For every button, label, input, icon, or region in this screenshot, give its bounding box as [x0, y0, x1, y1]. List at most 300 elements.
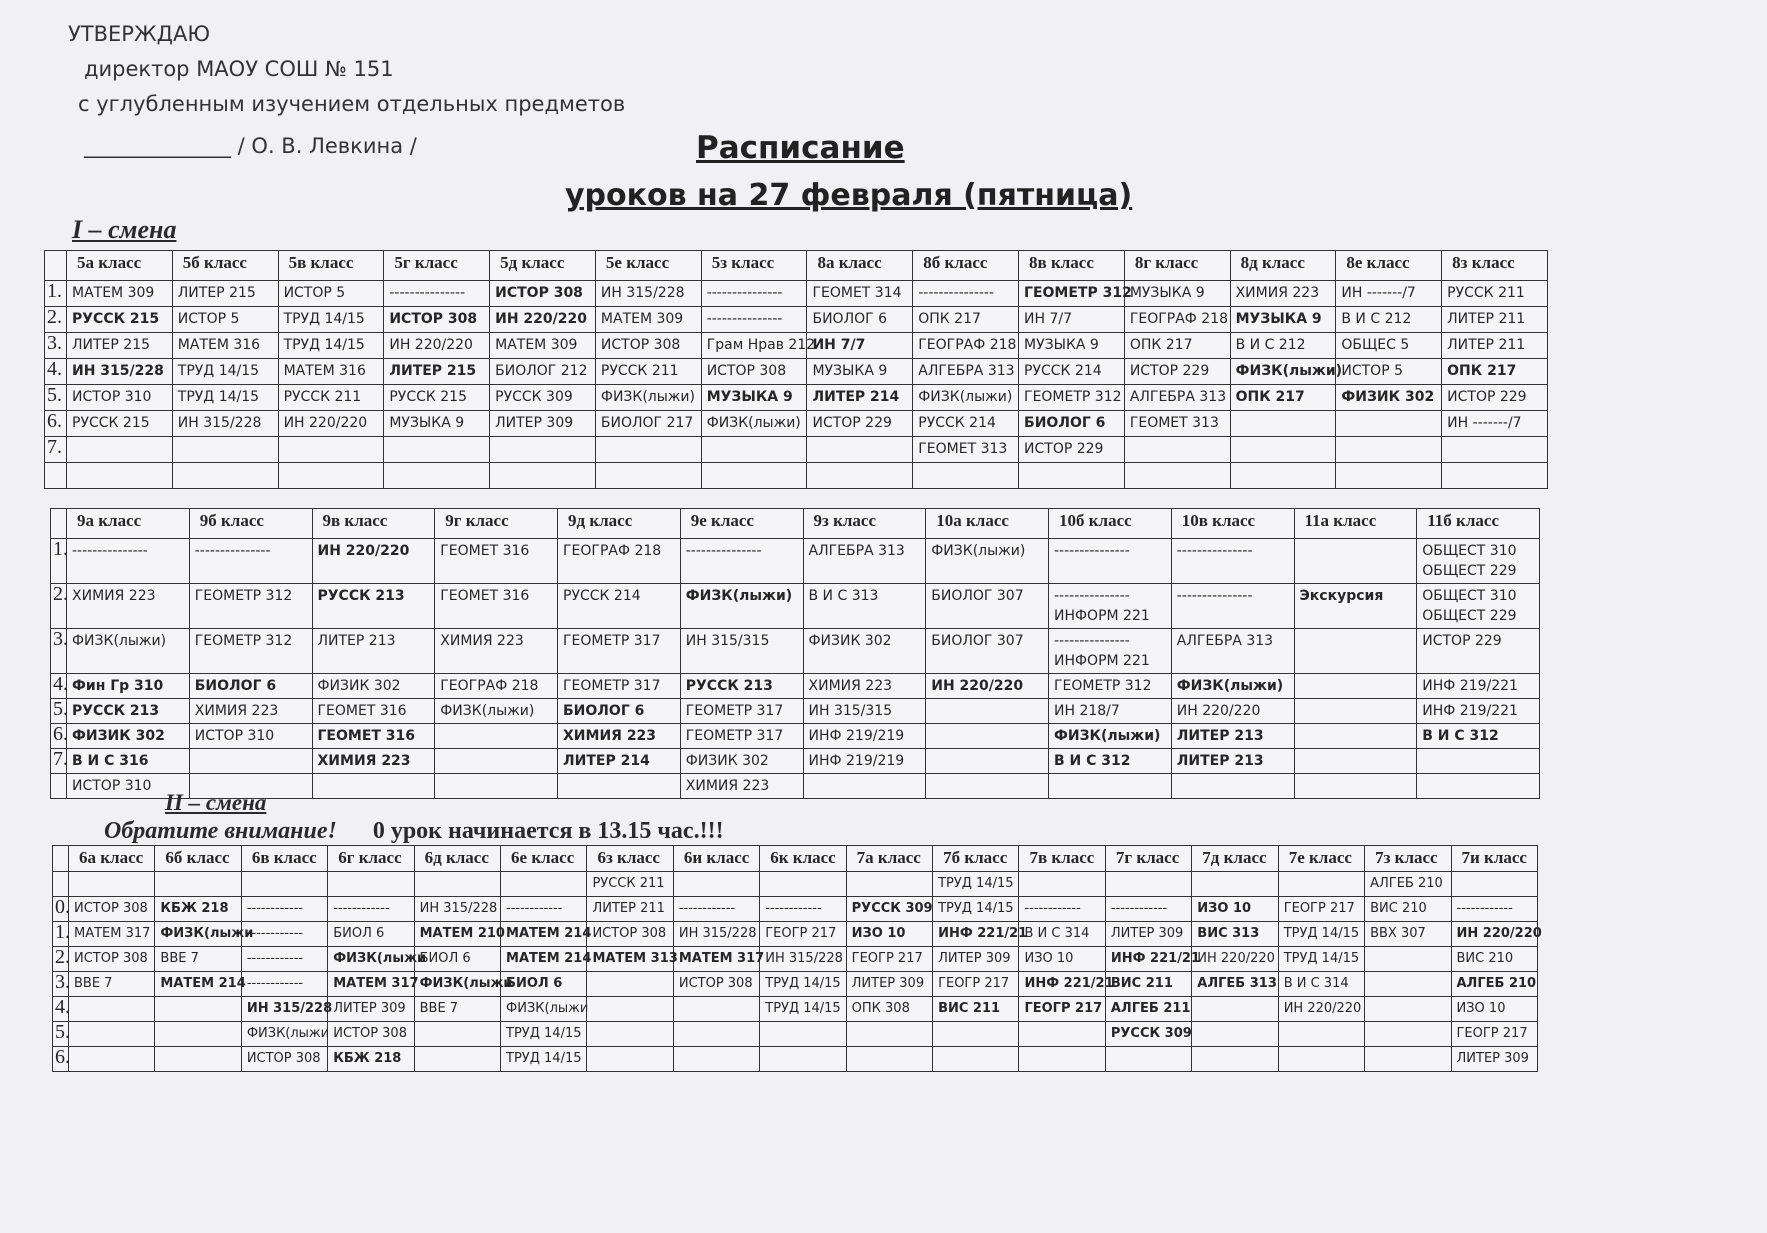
class-header: 6к класс: [760, 846, 846, 872]
lesson-cell: [278, 411, 384, 437]
lesson-cell: [312, 629, 435, 674]
class-header: 5а класс: [67, 251, 173, 281]
class-header: 6и класс: [673, 846, 759, 872]
lesson-number: [45, 463, 67, 489]
lesson-cell: [673, 1022, 759, 1047]
lesson-entry: ---------------: [1176, 543, 1253, 559]
lesson-cell: [701, 307, 807, 333]
lesson-cell: [1417, 674, 1540, 699]
lesson-cell: [558, 749, 681, 774]
lesson-cell: [1124, 359, 1230, 385]
lesson-cell: [384, 437, 490, 463]
lesson-cell: [1019, 922, 1105, 947]
lesson-cell: [933, 997, 1019, 1022]
lesson-cell: [673, 997, 759, 1022]
lesson-cell: [1019, 897, 1105, 922]
lesson-entry: РУССК 215: [72, 311, 160, 327]
lesson-entry: ФИЗК(лыжи): [72, 633, 167, 649]
lesson-entry: ФИЗИК 302: [685, 753, 769, 769]
lesson-entry: АЛГЕБРА 313: [918, 363, 1015, 379]
lesson-row: [53, 897, 1538, 922]
lesson-entry: ИСТОР 308: [592, 926, 667, 941]
lesson-entry: ------------: [246, 951, 304, 966]
lesson-row: [51, 584, 1540, 629]
lesson-row: [51, 774, 1540, 799]
lesson-entry: ОПК 217: [918, 311, 981, 327]
lesson-cell: [1442, 307, 1548, 333]
lesson-cell: [1049, 749, 1172, 774]
lesson-entry: ------------: [1024, 901, 1081, 916]
lesson-cell: [760, 872, 846, 897]
lesson-entry: АЛГЕБРА 313: [808, 543, 905, 559]
lesson-cell: [1049, 584, 1172, 629]
lesson-entry: РУССК 215: [389, 389, 467, 405]
lesson-cell: [803, 584, 926, 629]
lesson-cell: [155, 897, 241, 922]
lesson-cell: [1365, 922, 1451, 947]
lesson-cell: [913, 307, 1019, 333]
lesson-entry: ------------: [1456, 901, 1513, 916]
class-header: 10б класс: [1049, 509, 1172, 539]
lesson-cell: [587, 972, 673, 997]
lesson-entry: ИНФ 219/221: [1422, 678, 1518, 694]
lesson-cell: [1417, 724, 1540, 749]
lesson-entry: МУЗЫКА 9: [1235, 311, 1322, 327]
lesson-cell: [435, 699, 558, 724]
lesson-cell: [1192, 872, 1278, 897]
class-header: 5д класс: [490, 251, 596, 281]
lesson-cell: [1019, 972, 1114, 997]
class-header: 5г класс: [384, 251, 490, 281]
lesson-cell: [680, 584, 803, 629]
lesson-cell: [67, 307, 173, 333]
lesson-entry: ЛИТЕР 309: [1110, 926, 1184, 941]
lesson-entry: ИЗО 10: [1197, 901, 1252, 916]
lesson-entry: ИН 7/7: [812, 337, 866, 353]
class-header: 9г класс: [435, 509, 558, 539]
lesson-entry: ОБЩЕСТ 229: [1422, 608, 1517, 624]
lesson-entry: ОБЩЕС 5: [1341, 337, 1410, 353]
notice-label: Обратите внимание!: [104, 818, 337, 844]
lesson-cell: [673, 947, 765, 972]
lesson-entry: РУССК 211: [1447, 285, 1525, 301]
lesson-cell: [1019, 872, 1105, 897]
lesson-cell: [490, 385, 596, 411]
class-header: 8г класс: [1124, 251, 1230, 281]
lesson-cell: [1278, 922, 1364, 947]
lesson-number: 4.: [45, 359, 67, 385]
lesson-cell: [278, 307, 384, 333]
lesson-row: [53, 997, 1538, 1022]
lesson-entry: МАТЕМ 316: [283, 363, 366, 379]
lesson-row: [53, 1022, 1538, 1047]
lesson-cell: [1294, 699, 1417, 724]
lesson-entry: ГЕОГР 217: [1024, 1001, 1103, 1016]
lesson-entry: ЛИТЕР 214: [563, 753, 650, 769]
lesson-entry: ФИЗК(лыжи): [600, 389, 695, 405]
lesson-cell: [241, 997, 333, 1022]
lesson-row: [45, 359, 1548, 385]
lesson-entry: ФИЗК(лыжи): [440, 703, 535, 719]
lesson-cell: [384, 359, 490, 385]
lesson-entry: МАТЕМ 210: [419, 926, 505, 941]
lesson-cell: [172, 385, 278, 411]
lesson-number: 3.: [51, 629, 67, 674]
lesson-row: [51, 749, 1540, 774]
lesson-cell: [1442, 333, 1548, 359]
lesson-entry: ТРУД 14/15: [765, 1001, 841, 1016]
lesson-entry: ИСТОР 229: [1447, 389, 1527, 405]
lesson-entry: ФИЗК(лыжи: [506, 1001, 589, 1016]
lesson-cell: [807, 385, 913, 411]
lesson-cell: [69, 947, 155, 972]
lesson-cell: [278, 385, 384, 411]
lesson-cell: [1294, 629, 1417, 674]
lesson-cell: [1105, 922, 1191, 947]
lesson-cell: [1294, 674, 1417, 699]
lesson-row: [51, 724, 1540, 749]
lesson-cell: [760, 947, 846, 972]
lesson-cell: [172, 463, 278, 489]
lesson-entry: ИНФ 221/21: [1024, 976, 1114, 991]
lesson-cell: [1124, 333, 1230, 359]
lesson-entry: ГЕОМЕТ 316: [440, 588, 530, 604]
class-header: 7г класс: [1105, 846, 1191, 872]
lesson-cell: [1230, 359, 1343, 385]
lesson-cell: [846, 997, 932, 1022]
lesson-cell: [67, 584, 190, 629]
lesson-cell: [1294, 774, 1417, 799]
lesson-entry: МАТЕМ 309: [72, 285, 155, 301]
lesson-entry: ГЕОГР 217: [1456, 1026, 1528, 1041]
lesson-cell: [69, 1022, 155, 1047]
lesson-entry: ИСТОР 5: [177, 311, 240, 327]
lesson-cell: [155, 922, 254, 947]
lesson-row: [53, 922, 1538, 947]
lesson-cell: [680, 774, 803, 799]
lesson-entry: ---------------: [1054, 543, 1130, 559]
lesson-entry: РУССК 213: [72, 703, 160, 719]
lesson-entry: ---------------: [685, 543, 762, 559]
lesson-entry: ФИЗИК 302: [72, 728, 165, 744]
lesson-cell: [933, 922, 1028, 947]
lesson-entry: ТРУД 14/15: [938, 901, 1014, 916]
lesson-cell: [328, 922, 414, 947]
lesson-cell: [172, 411, 278, 437]
lesson-entry: ИН 220/220: [1176, 703, 1261, 719]
lesson-cell: [501, 997, 587, 1022]
lesson-cell: [67, 724, 190, 749]
lesson-entry: МАТЕМ 214: [160, 976, 246, 991]
lesson-cell: [701, 359, 807, 385]
lesson-entry: ИН 220/220: [389, 337, 473, 353]
lesson-cell: [1365, 1022, 1451, 1047]
lesson-cell: [1049, 539, 1172, 584]
lesson-entry: ИНФ 219/219: [808, 728, 905, 744]
shift1-label: I – смена: [72, 215, 177, 244]
signature-line: ______________ / О. В. Левкина /: [84, 134, 417, 158]
lesson-cell: [241, 897, 327, 922]
approval-heading: УТВЕРЖДАЮ: [68, 22, 211, 46]
lesson-entry: ФИЗИК 302: [1341, 389, 1435, 405]
lesson-entry: МУЗЫКА 9: [1024, 337, 1099, 353]
lesson-entry: ГЕОМЕТР 312: [1054, 678, 1152, 694]
lesson-cell: [913, 333, 1019, 359]
lesson-entry: ИН 220/220: [283, 415, 368, 431]
lesson-entry: ИСТОР 308: [600, 337, 681, 353]
lesson-entry: ХИМИЯ 223: [685, 778, 770, 794]
lesson-cell: [414, 997, 500, 1022]
lesson-cell: [1105, 1047, 1191, 1072]
class-header: 6б класс: [155, 846, 241, 872]
lesson-row: [51, 629, 1540, 674]
lesson-cell: [926, 774, 1049, 799]
lesson-cell: [587, 947, 678, 972]
lesson-cell: [933, 1022, 1019, 1047]
lesson-entry: ОПК 217: [1447, 363, 1517, 379]
lesson-cell: [155, 972, 246, 997]
lesson-cell: [1365, 972, 1451, 997]
lesson-cell: [1124, 307, 1230, 333]
lesson-entry: ИСТОР 5: [283, 285, 346, 301]
lesson-cell: [312, 699, 435, 724]
lesson-cell: [1019, 333, 1125, 359]
lesson-cell: [701, 333, 816, 359]
shift1-table-5-8: [44, 250, 1548, 489]
lesson-entry: ГЕОГР 217: [1283, 901, 1355, 916]
lesson-cell: [1105, 897, 1191, 922]
lesson-cell: [67, 463, 173, 489]
lesson-cell: [172, 359, 278, 385]
lesson-cell: [1278, 947, 1364, 972]
lesson-entry: ГЕОГРАФ 218: [1129, 311, 1228, 327]
lesson-cell: [803, 749, 926, 774]
class-header: 8а класс: [807, 251, 913, 281]
lesson-cell: [1278, 997, 1364, 1022]
lesson-cell: [501, 922, 592, 947]
lesson-cell: [67, 629, 190, 674]
lesson-entry: ИСТОР 308: [74, 901, 148, 916]
lesson-entry: ФИЗИК 302: [317, 678, 401, 694]
lesson-entry: ФИЗК(лыжи): [706, 415, 801, 431]
lesson-entry: МАТЕМ 316: [177, 337, 261, 353]
lesson-entry: РУССК 214: [918, 415, 996, 431]
lesson-cell: [933, 1047, 1019, 1072]
class-header: 7а класс: [846, 846, 932, 872]
lesson-cell: [595, 281, 701, 307]
lesson-number: 6.: [53, 1047, 69, 1072]
lesson-entry: ИСТОР 308: [678, 976, 753, 991]
lesson-cell: [807, 463, 913, 489]
lesson-cell: [1171, 674, 1294, 699]
lesson-cell: [1451, 897, 1538, 922]
lesson-entry: ИСТОР 229: [1422, 633, 1502, 649]
lesson-entry: ИСТОР 310: [72, 778, 152, 794]
lesson-cell: [913, 359, 1019, 385]
lesson-cell: [490, 411, 596, 437]
lesson-entry: ИСТОР 229: [812, 415, 892, 431]
lesson-cell: [384, 307, 490, 333]
lesson-cell: [760, 922, 846, 947]
lesson-number: 6.: [45, 411, 67, 437]
class-header: 9б класс: [189, 509, 312, 539]
lesson-entry: ------------: [765, 901, 822, 916]
lesson-entry: ЛИТЕР 215: [177, 285, 256, 301]
class-header: 6а класс: [69, 846, 155, 872]
shift2-label: II – смена: [165, 790, 267, 815]
lesson-cell: [278, 359, 384, 385]
lesson-cell: [1049, 699, 1172, 724]
lesson-cell: [1049, 674, 1172, 699]
lesson-cell: [1417, 699, 1540, 724]
lesson-cell: [67, 699, 190, 724]
lesson-entry: МАТЕМ 309: [600, 311, 684, 327]
lesson-cell: [435, 749, 558, 774]
lesson-cell: [1192, 1047, 1278, 1072]
lesson-cell: [1365, 997, 1451, 1022]
lesson-cell: [760, 997, 846, 1022]
lesson-entry: РУССК 215: [72, 415, 150, 431]
class-header: 6з класс: [587, 846, 673, 872]
class-header: 5е класс: [595, 251, 701, 281]
lesson-cell: [414, 897, 500, 922]
lesson-cell: [328, 1047, 414, 1072]
lesson-cell: [595, 437, 701, 463]
lesson-cell: [680, 749, 803, 774]
lesson-number: [51, 774, 67, 799]
lesson-cell: [1019, 281, 1132, 307]
lesson-entry: БИОЛОГ 6: [563, 703, 645, 719]
lesson-entry: ---------------: [706, 285, 783, 301]
lesson-entry: ОПК 217: [1129, 337, 1193, 353]
lesson-cell: [414, 947, 500, 972]
lesson-cell: [558, 629, 681, 674]
lesson-cell: [384, 411, 490, 437]
lesson-entry: ВВХ 307: [1370, 926, 1426, 941]
lesson-cell: [1294, 539, 1417, 584]
lesson-cell: [1365, 1047, 1451, 1072]
lesson-cell: [1124, 385, 1230, 411]
lesson-cell: [1451, 972, 1538, 997]
class-header: 9е класс: [680, 509, 803, 539]
lesson-entry: ИСТОР 308: [246, 1051, 321, 1066]
lesson-entry: ОПК 217: [1235, 389, 1305, 405]
lesson-entry: БИОЛОГ 6: [812, 311, 888, 327]
lesson-entry: ИН 220/220: [1283, 1001, 1362, 1016]
lesson-entry: ГЕОМЕТР 312: [1024, 389, 1122, 405]
lesson-entry: ИЗО 10: [1456, 1001, 1506, 1016]
lesson-cell: [1171, 584, 1294, 629]
lesson-entry: ИН 7/7: [1024, 311, 1073, 327]
row-number-header: [45, 251, 67, 281]
lesson-entry: РУССК 214: [1024, 363, 1102, 379]
lesson-entry: ИСТОР 308: [333, 1026, 407, 1041]
lesson-cell: [846, 972, 932, 997]
lesson-entry: ИН 315/228: [246, 1001, 333, 1016]
lesson-entry: МУЗЫКА 9: [389, 415, 465, 431]
lesson-entry: ИСТОР 308: [389, 311, 478, 327]
class-header: 7б класс: [933, 846, 1019, 872]
lesson-entry: АЛГЕБ 313: [1197, 976, 1277, 991]
lesson-cell: [1336, 385, 1442, 411]
lesson-entry: ИНФ 221/21: [938, 926, 1028, 941]
lesson-entry: ИНФ 219/221: [1422, 703, 1518, 719]
lesson-entry: ИЗО 10: [1024, 951, 1074, 966]
notice: [104, 818, 724, 845]
class-header: 10а класс: [926, 509, 1049, 539]
lesson-entry: ЛИТЕР 211: [1447, 311, 1526, 327]
lesson-entry: КБЖ 218: [160, 901, 229, 916]
lesson-entry: БИОЛОГ 212: [495, 363, 588, 379]
lesson-cell: [328, 897, 414, 922]
lesson-cell: [328, 997, 414, 1022]
lesson-cell: [435, 584, 558, 629]
lesson-entry: ЛИТЕР 213: [1176, 728, 1264, 744]
lesson-entry: В И С 314: [1024, 926, 1090, 941]
lesson-cell: [595, 359, 701, 385]
lesson-cell: [501, 972, 587, 997]
director-line: директор МАОУ СОШ № 151: [84, 57, 394, 81]
lesson-cell: [69, 972, 155, 997]
lesson-row: [53, 972, 1538, 997]
lesson-entry: ---------------: [706, 311, 783, 327]
lesson-entry: ЛИТЕР 213: [317, 633, 396, 649]
lesson-cell: [558, 699, 681, 724]
lesson-entry: ИСТОР 308: [706, 363, 787, 379]
lesson-cell: [1171, 539, 1294, 584]
lesson-cell: [241, 1047, 327, 1072]
lesson-cell: [414, 922, 505, 947]
lesson-row: [45, 437, 1548, 463]
lesson-number: 4.: [51, 674, 67, 699]
lesson-cell: [278, 463, 384, 489]
lesson-entry: ИН 315/315: [808, 703, 893, 719]
lesson-cell: [1417, 629, 1540, 674]
lesson-cell: [846, 872, 932, 897]
lesson-row: [53, 947, 1538, 972]
lesson-entry: ИН 220/220: [1456, 926, 1542, 941]
lesson-cell: [1442, 359, 1548, 385]
lesson-entry: ---------------: [918, 285, 995, 301]
lesson-entry: ---------------: [1054, 588, 1130, 604]
lesson-cell: [328, 972, 419, 997]
lesson-entry: БИОЛОГ 217: [600, 415, 694, 431]
lesson-cell: [384, 463, 490, 489]
lesson-entry: В И С 314: [1283, 976, 1349, 991]
lesson-entry: ИН 220/220: [495, 311, 587, 327]
lesson-cell: [490, 463, 596, 489]
lesson-cell: [414, 972, 513, 997]
lesson-entry: ТРУД 14/15: [177, 389, 260, 405]
lesson-cell: [1105, 947, 1201, 972]
lesson-cell: [490, 359, 596, 385]
lesson-cell: [414, 872, 500, 897]
lesson-cell: [501, 897, 587, 922]
lesson-cell: [328, 947, 427, 972]
lesson-entry: ХИМИЯ 223: [194, 703, 279, 719]
lesson-entry: ВИС 211: [938, 1001, 1001, 1016]
lesson-entry: БИОЛОГ 307: [931, 633, 1024, 649]
lesson-entry: ИСТОР 308: [495, 285, 583, 301]
lesson-entry: РУССК 309: [851, 901, 933, 916]
class-header: 8д класс: [1230, 251, 1336, 281]
lesson-cell: [1417, 774, 1540, 799]
class-header: 7в класс: [1019, 846, 1105, 872]
lesson-cell: [1230, 463, 1336, 489]
lesson-cell: [587, 1047, 673, 1072]
lesson-entry: ИН 220/220: [317, 543, 410, 559]
lesson-entry: ЛИТЕР 215: [389, 363, 477, 379]
